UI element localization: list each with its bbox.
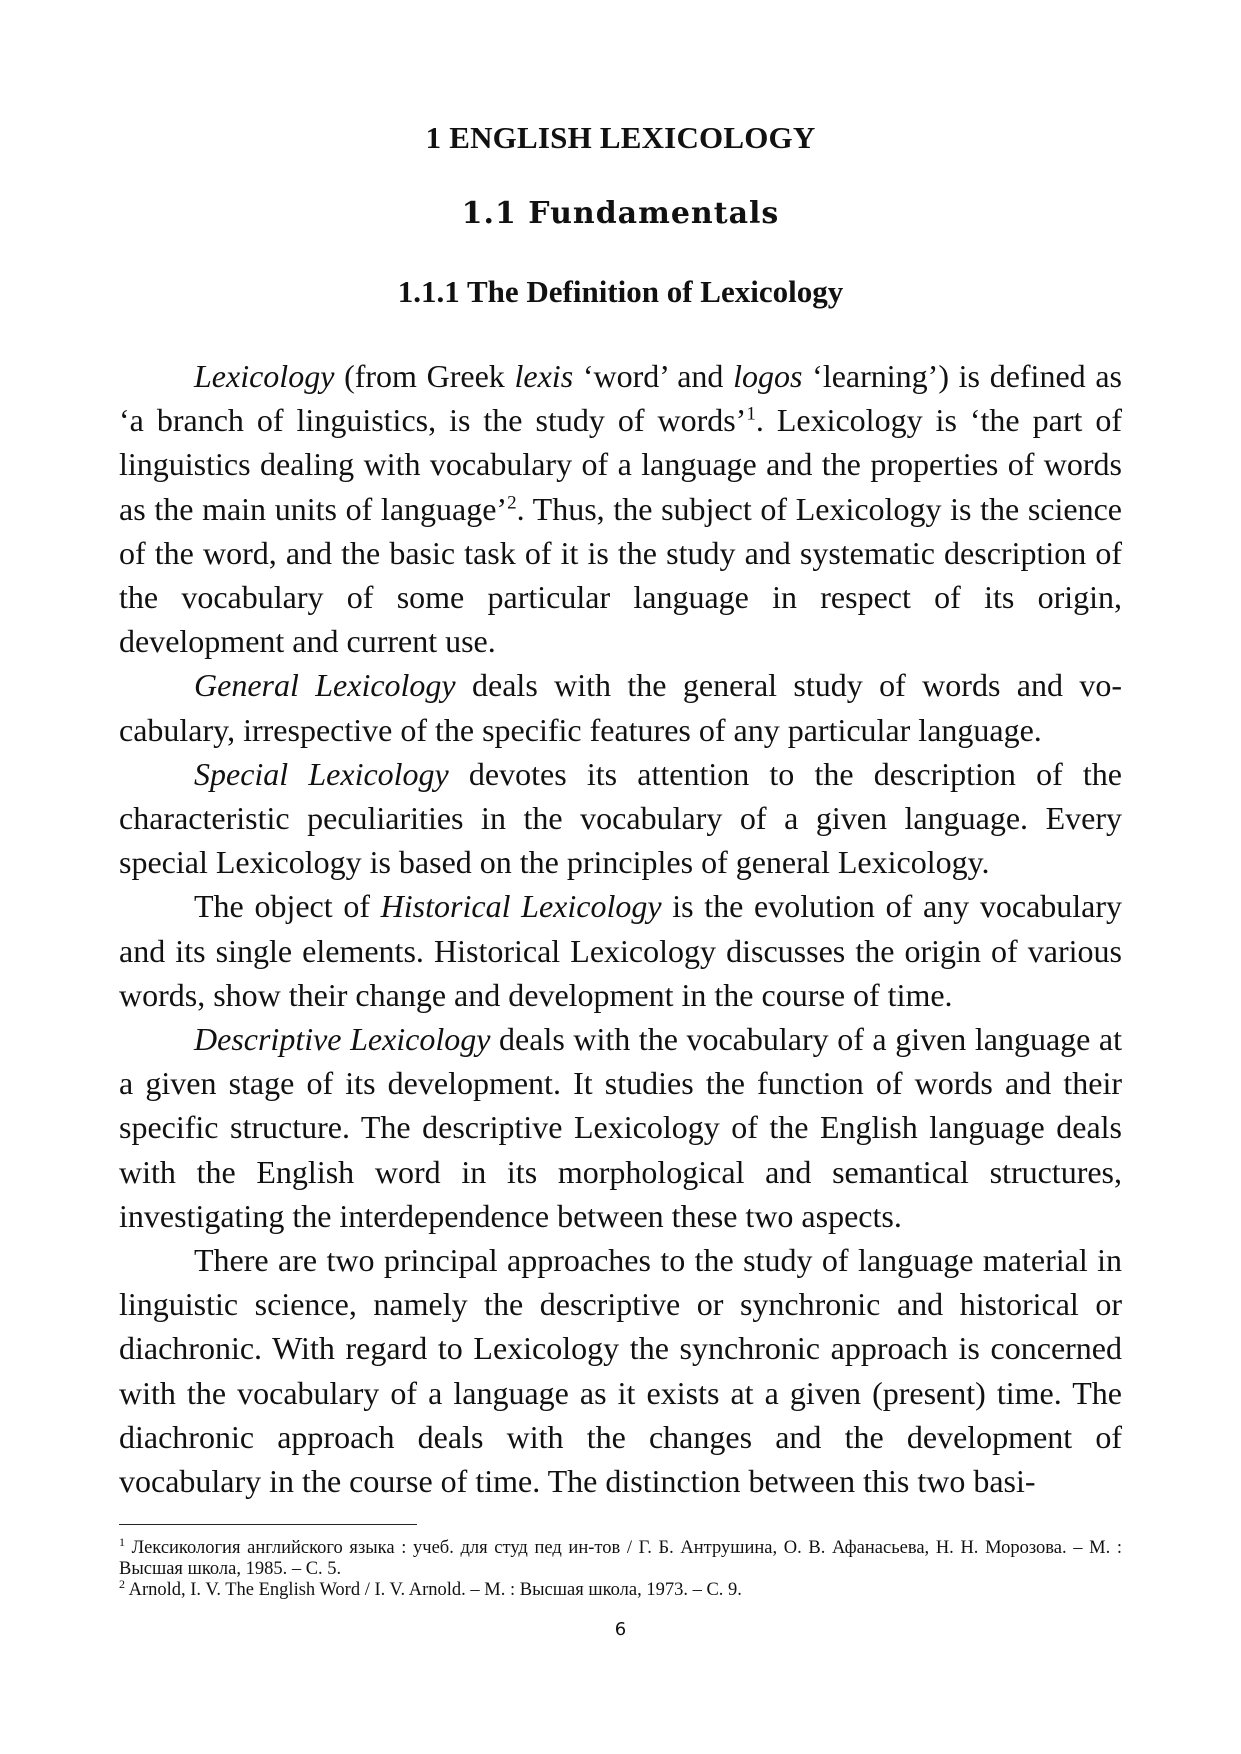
paragraph-text: ‘learning’) is defined as ‘a branch of linguistics, is the study of words’ [119,358,1123,439]
footnote-divider [119,1524,417,1525]
paragraph-text: There are two principal approaches to the study of language material in linguistic science, namely the descriptive or synchronic and historical or diachronic. With regard to Lexicology the synchronic approach is concerned with the vocabulary of a language as it exists at a given (present) time. The diachronic approach deals with the changes and the development of vocabulary in the course of time. The distinction between this two basi- [119,1242,1122,1500]
term-historical-lexicology: Historical Lexicology [380,888,662,925]
paragraph-general-lexicology [119,663,1122,751]
body-text [119,354,1122,1503]
footnote-ref-1[interactable]: 1 [746,403,756,425]
paragraph-lexicology-definition [119,354,1122,663]
paragraph-text: deals with the vocabulary of a given language at a given stage of its development. It studies the function of words and their specific structure. The descriptive Lexicology of the English language deals with the English word in its morphological and semantical structures, investigating the interdependence between these two aspects. [119,1021,1123,1234]
paragraph-text: ‘word’ and [573,358,734,394]
footnote-text: Arnold, I. V. The English Word / I. V. Arnold. – M. : Высшая школа, 1973. – С. 9. [128,1580,742,1600]
footnotes [119,1534,1123,1601]
term-descriptive-lexicology: Descriptive Lexicology [194,1021,491,1058]
term-general-lexicology: General Lexicology [194,667,456,704]
paragraph-text: . Lexicology is ‘the part of linguistics dealing with vocabulary of a language and the properties of words as the main units of language’ [119,402,1123,527]
footnote-ref-2[interactable]: 2 [507,491,517,513]
paragraph-text: deals with the general study of words and vocabulary, irrespective of the specific features of any particular language. [119,667,1123,748]
footnote-mark: 1 [119,1534,125,1549]
subsection-heading: 1.1.1 The Definition of Lexicology [397,274,844,309]
paragraph-descriptive-lexicology [119,1017,1122,1238]
chapter-heading: 1 ENGLISH LEXICOLOGY [425,120,816,155]
paragraph-approaches [119,1238,1122,1503]
footnote-text: Лексикология английского языка : учеб. для студ пед ин-тов / Г. Б. Антрушина, О. В. Афанасьева, Н. Н. Морозова. – М. : Высшая школа, 1985. – С. 5. [119,1538,1123,1579]
paragraph-text: (from Greek [334,358,515,394]
footnote-2 [119,1576,1122,1601]
paragraph-text: The object of [194,888,381,925]
term-lexicology: Lexicology [194,358,335,394]
footnote-1 [119,1534,1123,1580]
term-special-lexicology: Special Lexicology [194,755,449,792]
term-logos: logos [733,358,803,394]
paragraph-text: devotes its attention to the description of the characteristic peculiarities in the vocabulary of a given language. Every special Lexicology is based on the principles of general Lexicology. [119,755,1122,881]
paragraph-historical-lexicology [119,884,1122,1017]
term-lexis: lexis [514,358,574,394]
paragraph-text: is the evolution of any vocabulary and its single elements. Historical Lexicology discusses the origin of various words, show their change and development in the course of time. [119,888,1123,1013]
paragraph-special-lexicology [119,752,1122,885]
page-number: 6 [614,1619,627,1640]
section-heading: 1.1 Fundamentals [461,196,780,231]
footnote-mark: 2 [119,1576,125,1591]
paragraph-text: . Thus, the subject of Lexicology is the science of the word, and the basic task of it is the study and systematic description of the vocabulary of some particular language in respect of its origin, development and current use. [119,490,1123,660]
